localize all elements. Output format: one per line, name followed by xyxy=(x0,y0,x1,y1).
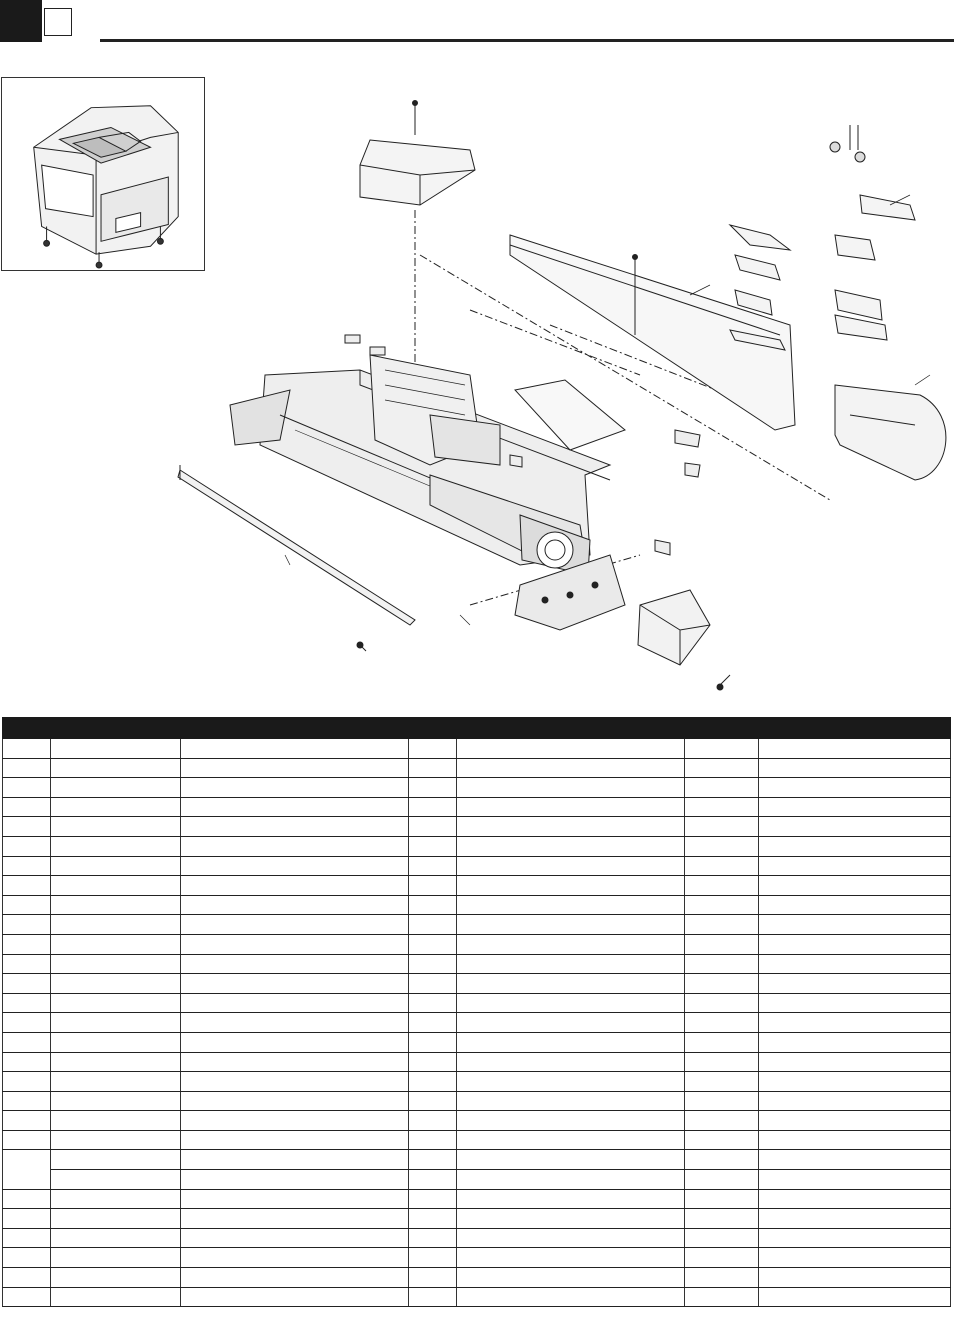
table-cell xyxy=(457,1189,685,1209)
table-cell xyxy=(409,797,457,817)
table-cell xyxy=(181,1209,409,1229)
table-cell xyxy=(181,1052,409,1072)
table-row xyxy=(3,836,951,856)
table-cell xyxy=(51,836,181,856)
column-header xyxy=(51,718,181,739)
table-cell xyxy=(759,1287,951,1307)
table-cell xyxy=(457,778,685,798)
table-cell xyxy=(685,739,759,759)
table-cell xyxy=(51,1130,181,1150)
table-cell xyxy=(181,1032,409,1052)
table-cell xyxy=(685,1228,759,1248)
table-cell xyxy=(457,895,685,915)
table-cell xyxy=(685,1052,759,1072)
table-cell xyxy=(51,993,181,1013)
table-cell xyxy=(51,1013,181,1033)
table-cell xyxy=(51,1032,181,1052)
column-header xyxy=(181,718,409,739)
table-cell xyxy=(409,1032,457,1052)
table-cell xyxy=(409,895,457,915)
table-cell xyxy=(51,1189,181,1209)
table-cell xyxy=(759,1072,951,1092)
table-cell xyxy=(685,876,759,896)
table-row xyxy=(3,1091,951,1111)
table-cell xyxy=(685,836,759,856)
table-cell xyxy=(685,954,759,974)
table-cell xyxy=(409,974,457,994)
table-cell xyxy=(181,1150,409,1170)
table-cell xyxy=(457,856,685,876)
table-cell xyxy=(181,739,409,759)
table-cell xyxy=(685,1013,759,1033)
table-cell xyxy=(685,895,759,915)
table-cell xyxy=(759,1013,951,1033)
table-cell xyxy=(51,934,181,954)
table-cell xyxy=(3,1248,51,1268)
table-cell xyxy=(181,836,409,856)
table-cell xyxy=(3,974,51,994)
table-cell xyxy=(181,797,409,817)
table-cell xyxy=(685,856,759,876)
column-header xyxy=(457,718,685,739)
table-cell xyxy=(759,954,951,974)
table-cell xyxy=(759,1130,951,1150)
table-cell xyxy=(685,1150,759,1170)
table-row xyxy=(3,1189,951,1209)
table-cell xyxy=(3,915,51,935)
table-cell xyxy=(3,1052,51,1072)
table-row xyxy=(3,1209,951,1229)
table-cell xyxy=(759,1189,951,1209)
table-row xyxy=(3,1013,951,1033)
table-row xyxy=(3,1268,951,1288)
table-cell xyxy=(51,954,181,974)
table-cell xyxy=(409,778,457,798)
table-cell xyxy=(409,1209,457,1229)
table-cell xyxy=(685,1268,759,1288)
table-row xyxy=(3,778,951,798)
table-cell xyxy=(409,739,457,759)
table-row xyxy=(3,1150,951,1170)
table-cell xyxy=(759,993,951,1013)
table-cell xyxy=(409,954,457,974)
table-cell xyxy=(51,758,181,778)
table-cell xyxy=(759,1268,951,1288)
table-cell xyxy=(3,797,51,817)
table-cell xyxy=(181,856,409,876)
table-cell xyxy=(3,1189,51,1209)
table-row xyxy=(3,1248,951,1268)
table-cell xyxy=(3,856,51,876)
table-cell xyxy=(457,915,685,935)
table-cell xyxy=(181,1072,409,1092)
table-cell xyxy=(457,1287,685,1307)
table-cell xyxy=(457,934,685,954)
table-cell xyxy=(3,739,51,759)
table-cell xyxy=(457,1052,685,1072)
table-row xyxy=(3,876,951,896)
table-cell xyxy=(51,856,181,876)
parts-table-header xyxy=(3,718,951,739)
table-row xyxy=(3,934,951,954)
table-cell xyxy=(181,1091,409,1111)
table-cell xyxy=(457,1268,685,1288)
exploded-view-drawing xyxy=(170,85,954,695)
table-cell xyxy=(409,1111,457,1131)
table-cell xyxy=(181,1130,409,1150)
table-cell xyxy=(409,1170,457,1190)
table-cell xyxy=(457,1091,685,1111)
table-cell xyxy=(457,876,685,896)
table-cell xyxy=(759,758,951,778)
table-cell xyxy=(181,895,409,915)
table-cell xyxy=(759,1228,951,1248)
table-cell xyxy=(3,876,51,896)
table-cell xyxy=(409,1228,457,1248)
table-row xyxy=(3,856,951,876)
table-row xyxy=(3,1130,951,1150)
table-cell xyxy=(51,1150,181,1170)
table-row xyxy=(3,1170,951,1190)
table-cell xyxy=(409,915,457,935)
table-cell xyxy=(181,915,409,935)
table-cell xyxy=(759,934,951,954)
table-cell xyxy=(181,1268,409,1288)
table-cell xyxy=(409,1130,457,1150)
column-header xyxy=(759,718,951,739)
table-cell xyxy=(3,1209,51,1229)
table-cell xyxy=(457,1130,685,1150)
table-row xyxy=(3,1072,951,1092)
table-cell xyxy=(3,934,51,954)
column-header xyxy=(409,718,457,739)
table-cell xyxy=(51,1052,181,1072)
table-cell xyxy=(51,1072,181,1092)
table-cell xyxy=(409,1072,457,1092)
table-cell xyxy=(685,1091,759,1111)
table-cell xyxy=(181,1170,409,1190)
table-cell xyxy=(3,895,51,915)
table-cell xyxy=(759,836,951,856)
table-row xyxy=(3,1228,951,1248)
table-row xyxy=(3,739,951,759)
table-cell xyxy=(51,915,181,935)
table-cell xyxy=(685,1248,759,1268)
table-cell xyxy=(759,1052,951,1072)
table-cell xyxy=(3,993,51,1013)
table-cell xyxy=(759,1170,951,1190)
table-row xyxy=(3,1032,951,1052)
table-cell xyxy=(3,1268,51,1288)
table-row xyxy=(3,895,951,915)
table-cell xyxy=(759,856,951,876)
table-cell xyxy=(51,1111,181,1131)
table-row xyxy=(3,1287,951,1307)
table-cell xyxy=(457,1170,685,1190)
table-cell xyxy=(181,1228,409,1248)
column-header xyxy=(685,718,759,739)
header-rule xyxy=(100,39,954,42)
table-cell xyxy=(457,1072,685,1092)
table-cell xyxy=(457,817,685,837)
table-cell xyxy=(3,836,51,856)
table-cell xyxy=(457,1150,685,1170)
table-cell xyxy=(409,1287,457,1307)
parts-table-body xyxy=(3,739,951,1307)
chapter-tab xyxy=(0,0,42,42)
table-cell xyxy=(51,797,181,817)
table-cell xyxy=(685,934,759,954)
table-cell xyxy=(3,1032,51,1052)
table-cell xyxy=(685,993,759,1013)
table-cell xyxy=(181,934,409,954)
table-cell xyxy=(51,974,181,994)
table-cell xyxy=(181,1287,409,1307)
table-cell xyxy=(181,1111,409,1131)
exploded-view-svg xyxy=(170,85,954,695)
table-cell xyxy=(759,1091,951,1111)
table-cell xyxy=(685,915,759,935)
table-cell xyxy=(409,1052,457,1072)
table-cell xyxy=(3,778,51,798)
table-cell xyxy=(181,1248,409,1268)
table-cell xyxy=(759,895,951,915)
table-cell xyxy=(181,954,409,974)
table-cell xyxy=(457,1248,685,1268)
table-cell xyxy=(409,876,457,896)
table-cell xyxy=(457,758,685,778)
table-cell xyxy=(685,1072,759,1092)
table-cell xyxy=(181,1189,409,1209)
table-cell xyxy=(759,1248,951,1268)
table-cell xyxy=(759,1032,951,1052)
table-cell xyxy=(409,856,457,876)
table-row xyxy=(3,817,951,837)
column-header xyxy=(3,718,51,739)
table-cell xyxy=(457,1032,685,1052)
table-row xyxy=(3,797,951,817)
table-cell xyxy=(409,1268,457,1288)
table-cell xyxy=(3,1091,51,1111)
table-cell xyxy=(181,778,409,798)
table-cell xyxy=(3,1150,51,1189)
table-cell xyxy=(409,1189,457,1209)
table-cell xyxy=(51,739,181,759)
table-cell xyxy=(409,836,457,856)
table-cell xyxy=(51,778,181,798)
parts-list-table xyxy=(2,717,951,1307)
table-cell xyxy=(685,1170,759,1190)
table-cell xyxy=(3,1130,51,1150)
table-cell xyxy=(3,1072,51,1092)
table-cell xyxy=(51,1268,181,1288)
table-cell xyxy=(457,1209,685,1229)
table-row xyxy=(3,758,951,778)
table-cell xyxy=(181,974,409,994)
table-cell xyxy=(409,1013,457,1033)
table-cell xyxy=(457,954,685,974)
table-cell xyxy=(457,797,685,817)
table-cell xyxy=(3,1287,51,1307)
table-cell xyxy=(457,974,685,994)
table-cell xyxy=(3,1111,51,1131)
table-cell xyxy=(51,876,181,896)
table-cell xyxy=(685,1189,759,1209)
table-cell xyxy=(685,1032,759,1052)
table-cell xyxy=(457,739,685,759)
table-cell xyxy=(51,1091,181,1111)
table-cell xyxy=(3,954,51,974)
table-row xyxy=(3,993,951,1013)
table-cell xyxy=(181,817,409,837)
table-cell xyxy=(759,974,951,994)
table-cell xyxy=(685,797,759,817)
table-cell xyxy=(759,778,951,798)
table-cell xyxy=(685,1111,759,1131)
table-cell xyxy=(409,1248,457,1268)
chapter-number-box xyxy=(44,8,72,36)
table-cell xyxy=(457,993,685,1013)
table-cell xyxy=(3,1228,51,1248)
table-cell xyxy=(181,758,409,778)
table-cell xyxy=(51,817,181,837)
table-cell xyxy=(457,1228,685,1248)
table-row xyxy=(3,1111,951,1131)
table-cell xyxy=(457,1013,685,1033)
table-cell xyxy=(759,739,951,759)
table-cell xyxy=(181,876,409,896)
table-cell xyxy=(685,817,759,837)
table-row xyxy=(3,974,951,994)
table-cell xyxy=(759,1111,951,1131)
table-cell xyxy=(685,974,759,994)
table-cell xyxy=(759,797,951,817)
table-cell xyxy=(409,758,457,778)
table-cell xyxy=(759,876,951,896)
table-row xyxy=(3,915,951,935)
table-cell xyxy=(685,1130,759,1150)
table-cell xyxy=(759,817,951,837)
table-row xyxy=(3,954,951,974)
table-cell xyxy=(409,993,457,1013)
table-cell xyxy=(51,1170,181,1190)
table-cell xyxy=(3,758,51,778)
table-cell xyxy=(685,778,759,798)
table-cell xyxy=(759,915,951,935)
table-cell xyxy=(3,817,51,837)
table-cell xyxy=(409,1150,457,1170)
table-cell xyxy=(759,1150,951,1170)
table-cell xyxy=(457,1111,685,1131)
table-cell xyxy=(181,993,409,1013)
table-cell xyxy=(51,1248,181,1268)
table-cell xyxy=(409,817,457,837)
table-cell xyxy=(685,758,759,778)
table-cell xyxy=(51,1209,181,1229)
table-cell xyxy=(51,1228,181,1248)
table-cell xyxy=(3,1013,51,1033)
table-cell xyxy=(51,895,181,915)
table-cell xyxy=(685,1287,759,1307)
table-cell xyxy=(181,1013,409,1033)
table-cell xyxy=(457,836,685,856)
table-cell xyxy=(409,1091,457,1111)
table-cell xyxy=(759,1209,951,1229)
table-cell xyxy=(685,1209,759,1229)
table-cell xyxy=(409,934,457,954)
table-cell xyxy=(51,1287,181,1307)
table-row xyxy=(3,1052,951,1072)
